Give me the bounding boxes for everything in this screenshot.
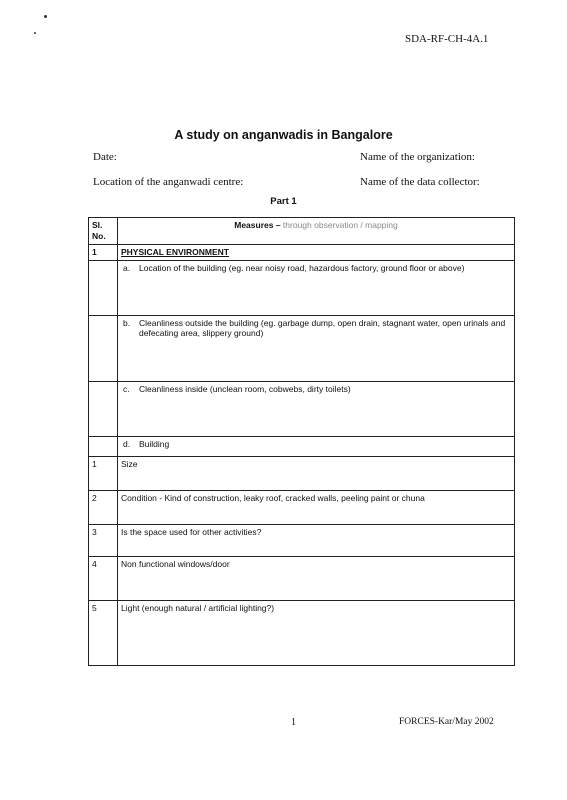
row-text: Is the space used for other activities? bbox=[118, 524, 515, 556]
table-header-row bbox=[89, 218, 515, 245]
sub-item-letter: d. bbox=[123, 438, 131, 449]
row-number bbox=[89, 436, 118, 456]
row-number: 4 bbox=[89, 556, 118, 600]
row-number: 1 bbox=[89, 456, 118, 490]
table-row bbox=[89, 456, 515, 490]
table-row bbox=[89, 556, 515, 600]
scan-speck bbox=[34, 32, 36, 34]
section-number: 1 bbox=[89, 245, 118, 261]
measures-header-faint: through observation / mapping bbox=[282, 220, 398, 230]
row-text: Condition - Kind of construction, leaky roof, cracked walls, peeling paint or chuna bbox=[118, 490, 515, 524]
row-text: Light (enough natural / artificial lighting?) bbox=[118, 600, 515, 665]
part-heading: Part 1 bbox=[270, 196, 297, 207]
sub-item-letter: a. bbox=[123, 262, 131, 273]
serial-number-header: Sl. No. bbox=[89, 218, 118, 245]
scan-speck bbox=[44, 15, 47, 18]
sub-item-letter: c. bbox=[123, 383, 130, 394]
document-title: A study on anganwadis in Bangalore bbox=[174, 128, 393, 142]
row-text: Non functional windows/door bbox=[118, 556, 515, 600]
row-number bbox=[89, 260, 118, 315]
measures-header bbox=[118, 218, 515, 245]
section-row bbox=[89, 245, 515, 261]
table-row bbox=[89, 260, 515, 315]
sub-item-text: Cleanliness outside the building (eg. garbage dump, open drain, stagnant water, open urinals and defecating area, slippery ground) bbox=[139, 317, 506, 339]
page-number: 1 bbox=[291, 717, 296, 728]
sub-item-text: Location of the building (eg. near noisy road, hazardous factory, ground floor or above) bbox=[139, 262, 465, 273]
sub-item-letter: b. bbox=[123, 317, 131, 328]
table-row bbox=[89, 436, 515, 456]
row-number: 3 bbox=[89, 524, 118, 556]
document-code: SDA-RF-CH-4A.1 bbox=[405, 33, 489, 45]
collector-field-label: Name of the data collector: bbox=[360, 176, 480, 188]
row-text: Size bbox=[118, 456, 515, 490]
section-title: PHYSICAL ENVIRONMENT bbox=[118, 245, 515, 261]
row-text bbox=[118, 260, 515, 315]
survey-table bbox=[88, 217, 515, 666]
sub-item-text: Cleanliness inside (unclean room, cobwebs, dirty toilets) bbox=[139, 383, 351, 394]
row-number: 5 bbox=[89, 600, 118, 665]
table-row bbox=[89, 381, 515, 436]
organization-field-label: Name of the organization: bbox=[360, 151, 475, 163]
location-field-label: Location of the anganwadi centre: bbox=[93, 176, 244, 188]
row-text bbox=[118, 436, 515, 456]
measures-header-label: Measures – bbox=[234, 220, 281, 230]
row-text bbox=[118, 315, 515, 381]
row-number bbox=[89, 381, 118, 436]
row-number: 2 bbox=[89, 490, 118, 524]
row-text bbox=[118, 381, 515, 436]
footer-credit: FORCES-Kar/May 2002 bbox=[399, 717, 494, 727]
table-row bbox=[89, 315, 515, 381]
table-row bbox=[89, 490, 515, 524]
table-row bbox=[89, 600, 515, 665]
row-number bbox=[89, 315, 118, 381]
table-row bbox=[89, 524, 515, 556]
sub-item-text: Building bbox=[139, 438, 170, 449]
date-field-label: Date: bbox=[93, 151, 117, 163]
